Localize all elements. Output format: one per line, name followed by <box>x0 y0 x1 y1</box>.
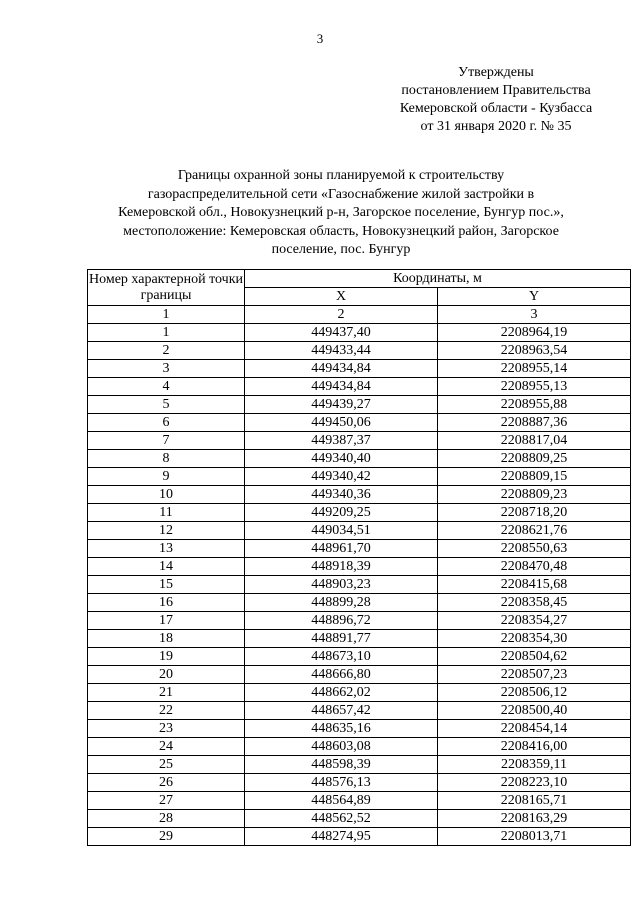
point-number-cell: 7 <box>88 432 245 450</box>
y-coordinate-cell: 2208963,54 <box>438 342 631 360</box>
x-coordinate-cell: 449433,44 <box>245 342 438 360</box>
column-number: 1 <box>88 306 245 324</box>
y-coordinate-cell: 2208454,14 <box>438 720 631 738</box>
approval-line: от 31 января 2020 г. № 35 <box>420 119 572 134</box>
x-coordinate-cell: 449387,37 <box>245 432 438 450</box>
x-coordinate-cell: 449340,36 <box>245 486 438 504</box>
x-coordinate-cell: 448891,77 <box>245 630 438 648</box>
point-number-cell: 13 <box>88 540 245 558</box>
table-row <box>88 540 631 558</box>
x-coordinate-cell: 448961,70 <box>245 540 438 558</box>
point-number-cell: 23 <box>88 720 245 738</box>
y-coordinate-cell: 2208809,23 <box>438 486 631 504</box>
point-number-cell: 14 <box>88 558 245 576</box>
y-coordinate-cell: 2208504,62 <box>438 648 631 666</box>
column-number: 3 <box>438 306 631 324</box>
y-coordinate-cell: 2208955,14 <box>438 360 631 378</box>
x-coordinate-cell: 448598,39 <box>245 756 438 774</box>
x-coordinate-cell: 448274,95 <box>245 828 438 846</box>
x-coordinate-cell: 448899,28 <box>245 594 438 612</box>
x-coordinate-cell: 449434,84 <box>245 378 438 396</box>
x-coordinate-cell: 449450,06 <box>245 414 438 432</box>
table-body <box>88 324 631 846</box>
point-number-cell: 29 <box>88 828 245 846</box>
point-number-cell: 21 <box>88 684 245 702</box>
table-row <box>88 630 631 648</box>
table-row <box>88 504 631 522</box>
y-coordinate-cell: 2208809,25 <box>438 450 631 468</box>
point-number-cell: 19 <box>88 648 245 666</box>
title-line: газораспределительной сети «Газоснабжение жилой застройки в <box>147 186 535 202</box>
x-coordinate-cell: 449340,40 <box>245 450 438 468</box>
y-coordinate-cell: 2208507,23 <box>438 666 631 684</box>
title-line: Кемеровской обл., Новокузнецкий р-н, Загорское поселение, Бунгур пос.», <box>118 205 564 220</box>
table-row <box>88 648 631 666</box>
x-coordinate-cell: 448562,52 <box>245 810 438 828</box>
header-point-number: Номер характерной точки границы <box>88 270 245 306</box>
table-row <box>88 414 631 432</box>
y-coordinate-cell: 2208358,45 <box>438 594 631 612</box>
approval-line: Кемеровской области - Кузбасса <box>399 101 593 116</box>
x-coordinate-cell: 448662,02 <box>245 684 438 702</box>
x-coordinate-cell: 448666,80 <box>245 666 438 684</box>
y-coordinate-cell: 2208165,71 <box>438 792 631 810</box>
point-number-cell: 8 <box>88 450 245 468</box>
point-number-cell: 15 <box>88 576 245 594</box>
table-row <box>88 738 631 756</box>
y-coordinate-cell: 2208470,48 <box>438 558 631 576</box>
table-row <box>88 828 631 846</box>
table-row <box>88 594 631 612</box>
y-coordinate-cell: 2208354,30 <box>438 630 631 648</box>
y-coordinate-cell: 2208955,88 <box>438 396 631 414</box>
x-coordinate-cell: 448635,16 <box>245 720 438 738</box>
table-row <box>88 684 631 702</box>
x-coordinate-cell: 448896,72 <box>245 612 438 630</box>
y-coordinate-cell: 2208223,10 <box>438 774 631 792</box>
point-number-cell: 28 <box>88 810 245 828</box>
table-row <box>88 324 631 342</box>
table-row <box>88 720 631 738</box>
point-number-cell: 27 <box>88 792 245 810</box>
title-line: Границы охранной зоны планируемой к строительству <box>177 168 505 183</box>
x-coordinate-cell: 448903,23 <box>245 576 438 594</box>
point-number-cell: 3 <box>88 360 245 378</box>
table-row <box>88 612 631 630</box>
point-number-cell: 4 <box>88 378 245 396</box>
column-number: 2 <box>245 306 438 324</box>
approval-line: постановлением Правительства <box>401 83 591 98</box>
coordinates-table <box>87 269 631 846</box>
approval-block <box>360 64 632 136</box>
y-coordinate-cell: 2208550,63 <box>438 540 631 558</box>
table-row <box>88 378 631 396</box>
point-number-cell: 24 <box>88 738 245 756</box>
y-coordinate-cell: 2208013,71 <box>438 828 631 846</box>
table-row <box>88 558 631 576</box>
point-number-cell: 16 <box>88 594 245 612</box>
table-row <box>88 702 631 720</box>
y-coordinate-cell: 2208621,76 <box>438 522 631 540</box>
point-number-cell: 22 <box>88 702 245 720</box>
point-number-cell: 18 <box>88 630 245 648</box>
table-row <box>88 810 631 828</box>
y-coordinate-cell: 2208809,15 <box>438 468 631 486</box>
y-coordinate-cell: 2208163,29 <box>438 810 631 828</box>
x-coordinate-cell: 448603,08 <box>245 738 438 756</box>
y-coordinate-cell: 2208359,11 <box>438 756 631 774</box>
point-number-cell: 25 <box>88 756 245 774</box>
x-coordinate-cell: 448918,39 <box>245 558 438 576</box>
point-number-cell: 20 <box>88 666 245 684</box>
table-row <box>88 774 631 792</box>
y-coordinate-cell: 2208817,04 <box>438 432 631 450</box>
table-row <box>88 522 631 540</box>
point-number-cell: 2 <box>88 342 245 360</box>
header-coordinates: Координаты, м <box>245 270 631 288</box>
approval-line: Утверждены <box>458 65 534 80</box>
table-row <box>88 666 631 684</box>
y-coordinate-cell: 2208964,19 <box>438 324 631 342</box>
point-number-cell: 17 <box>88 612 245 630</box>
table-row <box>88 342 631 360</box>
point-number-cell: 26 <box>88 774 245 792</box>
title-line: поселение, пос. Бунгур <box>271 242 411 257</box>
header-y: Y <box>438 288 631 306</box>
y-coordinate-cell: 2208506,12 <box>438 684 631 702</box>
table-row <box>88 396 631 414</box>
x-coordinate-cell: 449034,51 <box>245 522 438 540</box>
x-coordinate-cell: 449437,40 <box>245 324 438 342</box>
header-x: X <box>245 288 438 306</box>
point-number-cell: 9 <box>88 468 245 486</box>
table-header-row <box>88 270 631 288</box>
x-coordinate-cell: 449340,42 <box>245 468 438 486</box>
table-row <box>88 756 631 774</box>
point-number-cell: 5 <box>88 396 245 414</box>
x-coordinate-cell: 448576,13 <box>245 774 438 792</box>
point-number-cell: 12 <box>88 522 245 540</box>
point-number-cell: 1 <box>88 324 245 342</box>
table-row <box>88 468 631 486</box>
y-coordinate-cell: 2208415,68 <box>438 576 631 594</box>
x-coordinate-cell: 448657,42 <box>245 702 438 720</box>
y-coordinate-cell: 2208955,13 <box>438 378 631 396</box>
y-coordinate-cell: 2208500,40 <box>438 702 631 720</box>
point-number-cell: 6 <box>88 414 245 432</box>
x-coordinate-cell: 449439,27 <box>245 396 438 414</box>
y-coordinate-cell: 2208416,00 <box>438 738 631 756</box>
column-number-row <box>88 306 631 324</box>
title-line: местоположение: Кемеровская область, Новокузнецкий район, Загорское <box>123 223 559 239</box>
point-number-cell: 11 <box>88 504 245 522</box>
document-title <box>86 167 596 260</box>
table-row <box>88 576 631 594</box>
table-row <box>88 792 631 810</box>
page-number: 3 <box>316 31 324 46</box>
table-row <box>88 486 631 504</box>
table-row <box>88 450 631 468</box>
table-row <box>88 432 631 450</box>
y-coordinate-cell: 2208718,20 <box>438 504 631 522</box>
point-number-cell: 10 <box>88 486 245 504</box>
x-coordinate-cell: 449209,25 <box>245 504 438 522</box>
table-row <box>88 360 631 378</box>
x-coordinate-cell: 448673,10 <box>245 648 438 666</box>
y-coordinate-cell: 2208354,27 <box>438 612 631 630</box>
x-coordinate-cell: 448564,89 <box>245 792 438 810</box>
y-coordinate-cell: 2208887,36 <box>438 414 631 432</box>
x-coordinate-cell: 449434,84 <box>245 360 438 378</box>
